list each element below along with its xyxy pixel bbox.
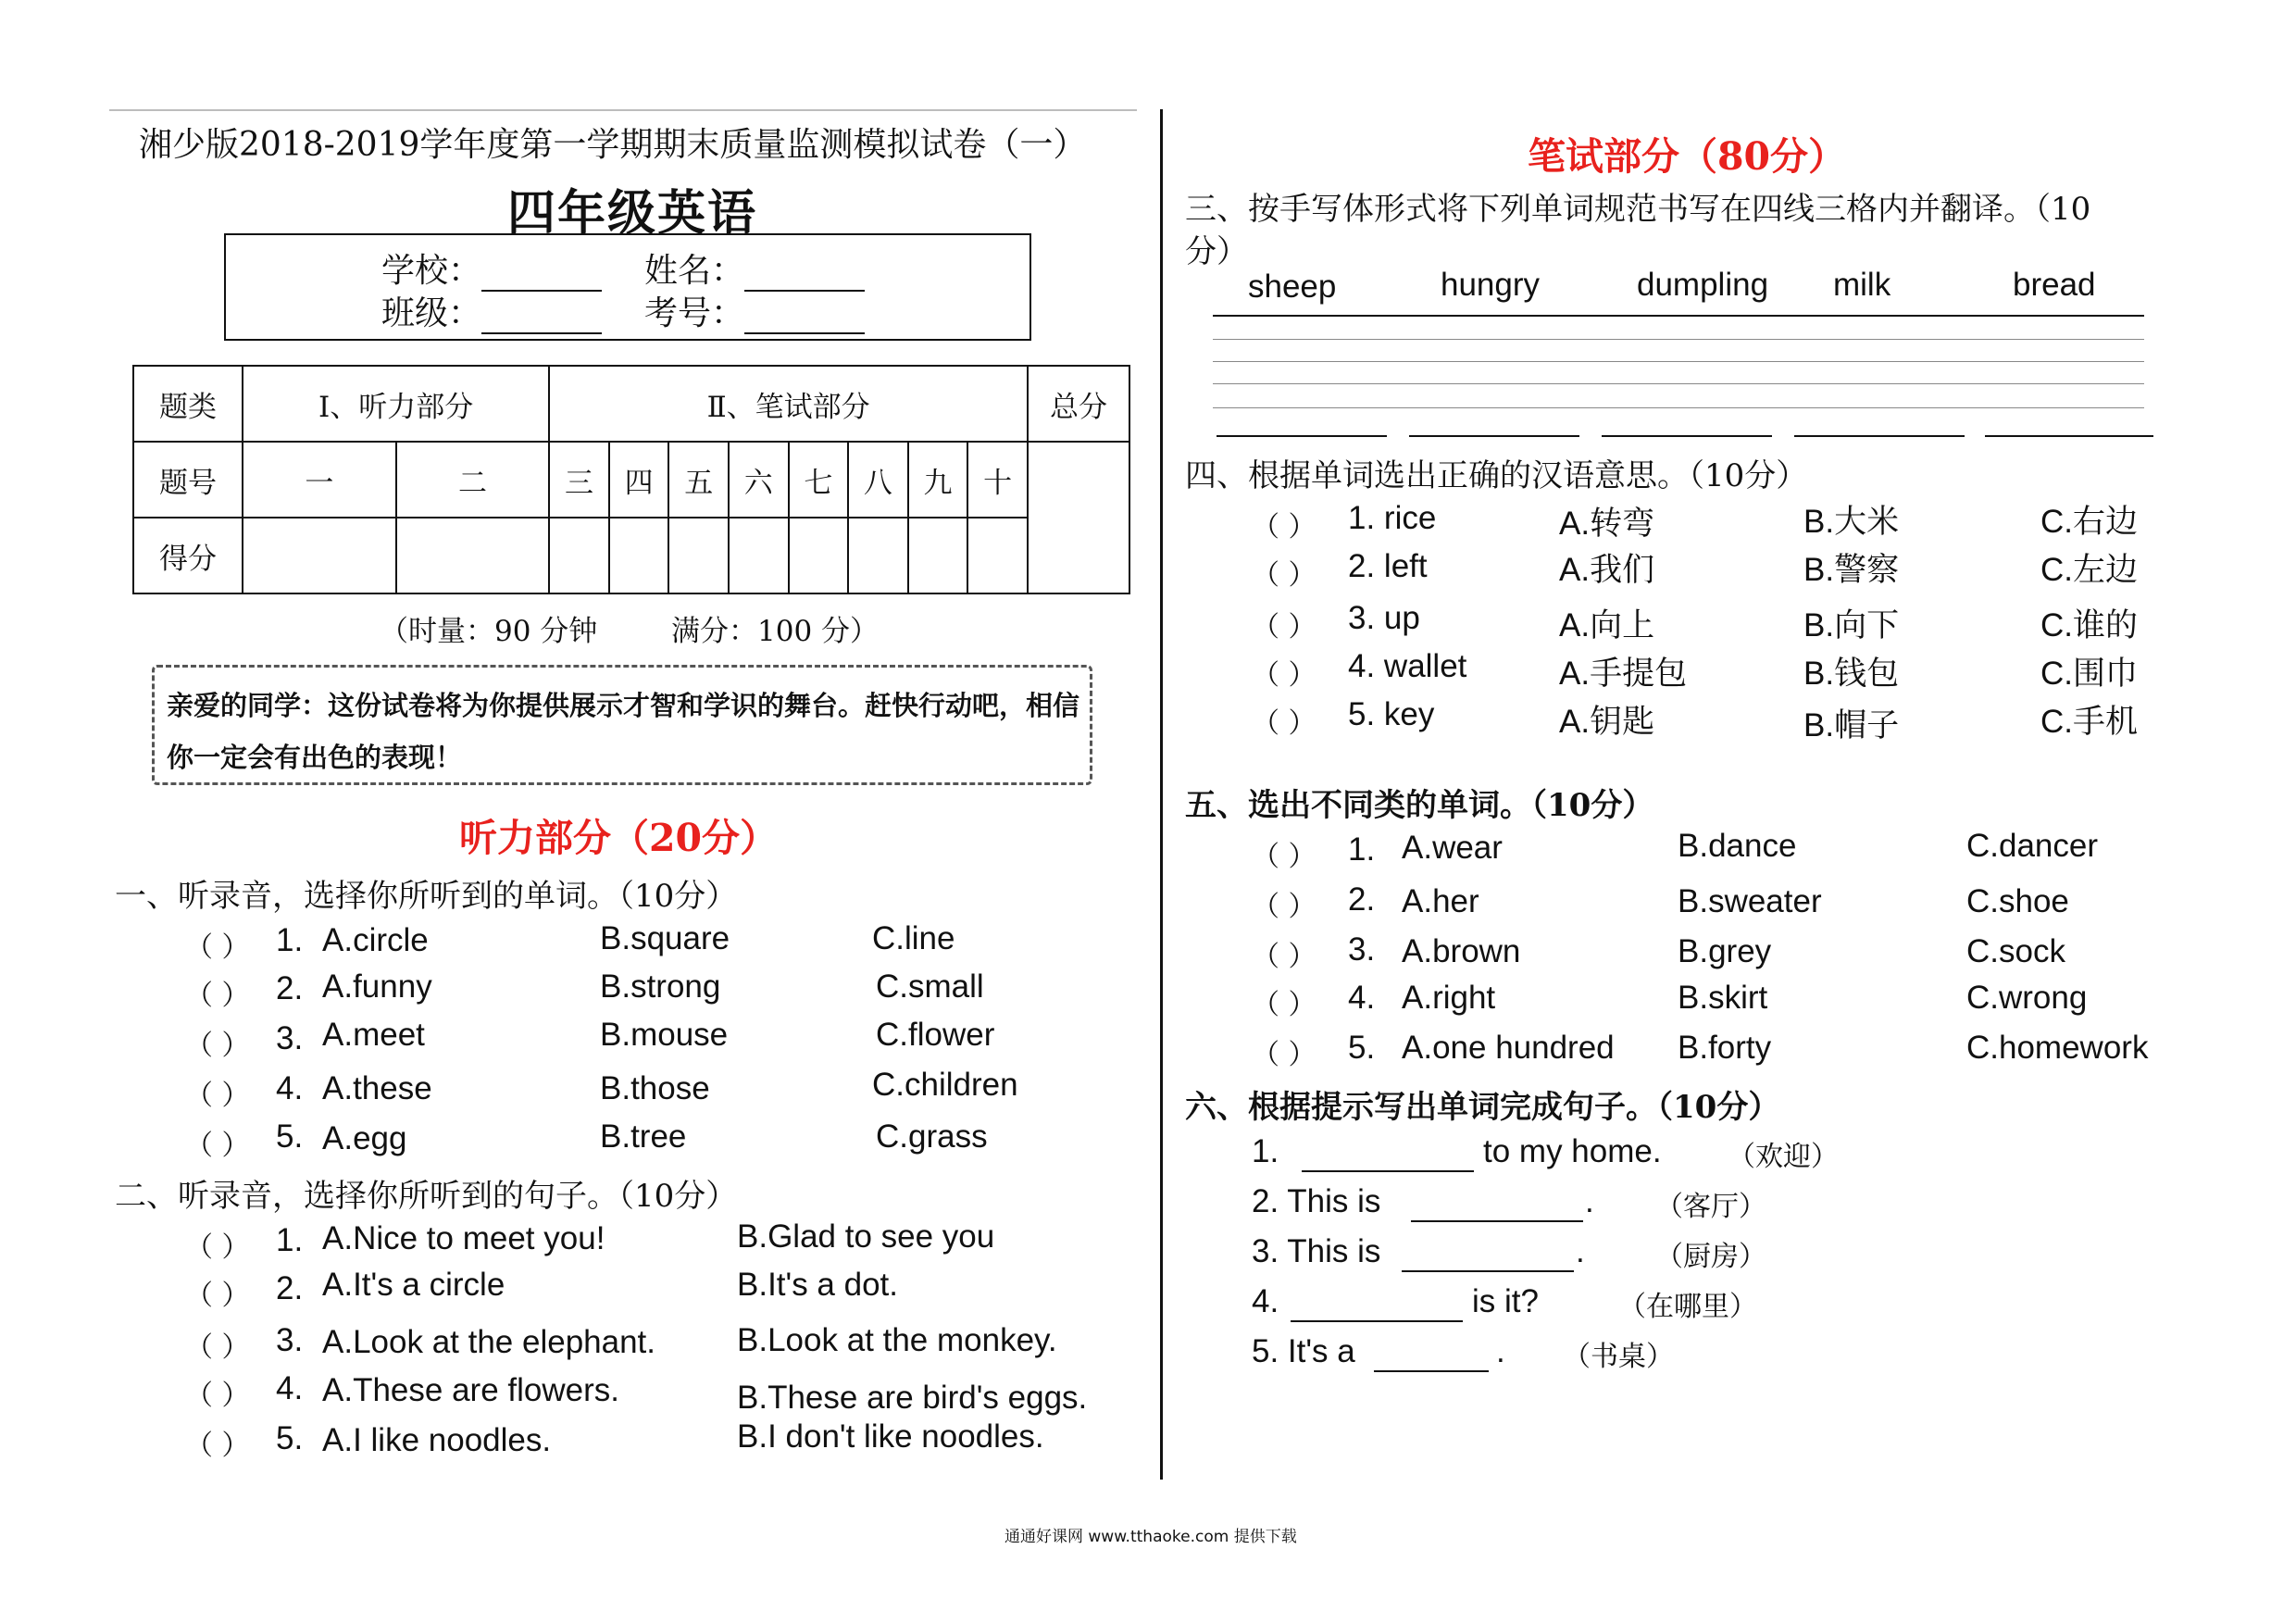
option-b: B.I don't like noodles. [737,1418,1044,1455]
answer-paren[interactable]: （ ） [185,1380,250,1412]
question-number: 4. [1348,980,1376,1016]
answer-paren[interactable]: （ ） [1252,941,1316,973]
score-cell[interactable] [729,518,789,593]
sentence-hint: （在哪里） [1618,1291,1757,1323]
option-c: C.sock [1966,933,2065,969]
option-a: A.手提包 [1559,656,1688,692]
score-table [132,365,1130,594]
option-c: C.grass [876,1118,988,1155]
part1-title: 一、听录音，选择你所听到的单词。（10分） [115,878,738,915]
option-a: A.It's a circle [322,1267,505,1303]
option-a: A.egg [322,1120,407,1156]
option-b: B.Look at the monkey. [737,1322,1057,1358]
option-c: C.children [872,1067,1018,1103]
word-dumpling: dumpling [1637,267,1769,303]
score-table-number: 四 [609,442,669,518]
sentence-prefix: 1. [1252,1133,1279,1169]
translation-blank[interactable] [1409,435,1579,437]
option-a: A.I like noodles. [322,1422,552,1458]
part4-title: 四、根据单词选出正确的汉语意思。（10分） [1185,457,1808,494]
question-number: 2. [276,970,304,1006]
option-b: B.dance [1678,828,1797,864]
option-a: A.circle [322,922,429,958]
sentence-prefix: 5. It's a [1252,1333,1355,1369]
full-score: 满分：100 分） [671,615,880,648]
answer-paren[interactable]: （ ） [1252,511,1316,543]
option-c: C.small [876,968,984,1005]
option-a: A.钥匙 [1559,704,1655,740]
option-a: A.These are flowers. [322,1372,619,1408]
handwriting-line [1213,383,2144,384]
question-number: 4. [276,1070,304,1106]
score-cell[interactable] [396,518,550,593]
question-number: 1. [276,922,304,958]
option-a: A.these [322,1070,432,1106]
question-number: 3. [276,1020,304,1056]
option-a: A.funny [322,968,432,1005]
option-b: B.钱包 [1803,656,1900,692]
part2-title: 二、听录音，选择你所听到的句子。（10分） [115,1178,738,1215]
option-b: B.strong [600,968,721,1005]
score-table-score-header: 得分 [133,518,243,593]
question-number: 5. [276,1118,304,1155]
answer-paren[interactable]: （ ） [1252,891,1316,923]
sentence-suffix: . [1585,1183,1594,1219]
sentence-hint: （书桌） [1563,1341,1674,1373]
part6-title: 六、根据提示写出单词完成句子。（10分） [1185,1089,1780,1126]
option-c: C.homework [1966,1030,2149,1066]
answer-paren[interactable]: （ ） [185,1130,250,1162]
score-table-number: 三 [549,442,609,518]
student-info-box [224,233,1031,341]
answer-paren[interactable]: （ ） [1252,841,1316,873]
option-b: B.skirt [1678,980,1768,1016]
sentence-prefix: 4. [1252,1283,1279,1319]
option-b: B.向下 [1803,607,1900,643]
option-a: A.right [1402,980,1496,1016]
score-table-category-header: 题类 [133,366,243,442]
answer-paren[interactable]: （ ） [1252,989,1316,1021]
question-number: 1. [1348,831,1376,868]
exam-subtitle: 湘少版2018-2019学年度第一学期期末质量监测模拟试卷（一） [139,126,1087,164]
option-c: C.右边 [2040,504,2139,540]
score-table-number: 九 [908,442,968,518]
option-a: A.one hundred [1402,1030,1615,1066]
score-table-number: 八 [848,442,908,518]
sentence-hint: （客厅） [1655,1191,1766,1223]
answer-paren[interactable]: （ ） [185,931,250,964]
word-sheep: sheep [1248,269,1337,305]
sentence-suffix: is it? [1472,1283,1539,1319]
answer-paren[interactable]: （ ） [185,1030,250,1062]
question-number: 2. [1348,881,1376,918]
option-c: C.wrong [1966,980,2088,1016]
option-c: C.flower [876,1017,995,1053]
class-field[interactable] [481,301,602,334]
question-number: 4. [276,1370,304,1406]
score-table-total-header: 总分 [1028,366,1129,442]
score-table-number: 七 [789,442,849,518]
answer-paren[interactable]: （ ） [185,1231,250,1264]
option-c: C.围巾 [2040,656,2139,692]
question-word: 2. left [1348,548,1428,584]
option-b: B.警察 [1803,552,1900,588]
score-table-number: 五 [668,442,729,518]
sentence-hint: （厨房） [1655,1241,1766,1273]
handwriting-line [1213,339,2144,340]
score-table-total-cell[interactable] [1028,442,1129,593]
option-a: A.向上 [1559,607,1655,643]
sentence-suffix: . [1496,1333,1505,1369]
part3-title-line2: 分） [1185,233,1248,270]
translation-blank[interactable] [1217,435,1387,437]
question-number: 3. [276,1322,304,1358]
exam-number-field[interactable] [744,301,865,334]
answer-paren[interactable]: （ ） [185,1430,250,1462]
option-b: B.Glad to see you [737,1218,995,1255]
option-b: B.square [600,920,730,956]
handwriting-line [1213,407,2144,408]
name-label: 姓名： [644,252,745,290]
score-cell[interactable] [848,518,908,593]
answer-paren[interactable]: （ ） [1252,1039,1316,1071]
time-limit: （时量：90 分钟 [380,615,598,648]
option-a: A.brown [1402,933,1521,969]
sentence-suffix: to my home. [1483,1133,1662,1169]
handwriting-line [1213,361,2144,362]
question-number: 2. [276,1270,304,1306]
option-b: B.those [600,1070,710,1106]
score-table-number: 六 [729,442,789,518]
answer-blank[interactable] [1291,1320,1463,1322]
answer-paren[interactable]: （ ） [185,1080,250,1112]
sentence-hint: （欢迎） [1728,1141,1839,1173]
option-b: B.sweater [1678,883,1822,919]
part5-title: 五、选出不同类的单词。（10分） [1185,787,1654,824]
question-word: 3. up [1348,600,1420,636]
option-a: A.我们 [1559,552,1655,588]
exam-title: 四年级英语 [507,185,758,242]
answer-paren[interactable]: （ ） [185,1280,250,1312]
score-cell[interactable] [908,518,968,593]
exam-number-label: 考号： [644,294,745,332]
question-number: 5. [276,1420,304,1456]
option-a: A.Look at the elephant. [322,1324,655,1360]
translation-blank[interactable] [1602,435,1772,437]
option-c: C.dancer [1966,828,2099,864]
option-b: B.It's a dot. [737,1267,898,1303]
part3-title-line1: 三、按手写体形式将下列单词规范书写在四线三格内并翻译。（10 [1185,191,2091,228]
school-label: 学校： [381,252,482,290]
answer-paren[interactable]: （ ） [1252,659,1316,692]
score-cell[interactable] [789,518,849,593]
word-milk: milk [1833,267,1891,303]
score-table-number-header: 题号 [133,442,243,518]
translation-blank[interactable] [1985,435,2153,437]
question-word: 4. wallet [1348,648,1467,684]
question-word: 5. key [1348,696,1435,732]
score-table-listening-header: Ⅰ、听力部分 [243,366,549,442]
option-b: B.大米 [1803,504,1900,540]
option-a: A.wear [1402,830,1503,866]
class-label: 班级： [381,294,482,332]
greeting-text: 亲爱的同学：这份试卷将为你提供展示才智和学识的舞台。赶快行动吧，相信你一定会有出色的表现！ [167,690,1080,773]
writing-heading: 笔试部分（80分） [1528,134,1847,179]
handwriting-line [1213,315,2144,317]
footer-credit: 通通好课网 www.tthaoke.com 提供下载 [1004,1528,1297,1546]
option-b: B.帽子 [1803,707,1900,743]
option-a: A.her [1402,883,1479,919]
score-cell[interactable] [243,518,396,593]
option-b: B.grey [1678,933,1772,969]
translation-blank[interactable] [1794,435,1965,437]
word-bread: bread [2013,267,2096,303]
column-divider [1160,109,1163,1480]
score-cell[interactable] [967,518,1028,593]
score-cell[interactable] [668,518,729,593]
option-a: A.Nice to meet you! [322,1220,605,1256]
option-a: A.meet [322,1017,425,1053]
answer-paren[interactable]: （ ） [1252,707,1316,740]
word-hungry: hungry [1441,267,1541,303]
option-c: C.shoe [1966,883,2069,919]
option-a: A.转弯 [1559,506,1655,542]
sentence-suffix: . [1576,1233,1585,1269]
score-table-number: 二 [396,442,550,518]
question-number: 3. [1348,931,1376,968]
score-table-number: 十 [967,442,1028,518]
top-rule [109,109,1137,111]
answer-blank[interactable] [1411,1220,1583,1222]
score-table-writing-header: Ⅱ、笔试部分 [549,366,1028,442]
score-cell[interactable] [549,518,609,593]
score-table-number: 一 [243,442,396,518]
listening-heading: 听力部分（20分） [459,816,779,860]
option-c: C.手机 [2040,704,2139,740]
answer-blank[interactable] [1302,1170,1474,1172]
option-b: B.mouse [600,1017,729,1053]
option-c: C.谁的 [2040,607,2139,643]
sentence-prefix: 2. This is [1252,1183,1381,1219]
answer-paren[interactable]: （ ） [185,980,250,1012]
answer-paren[interactable]: （ ） [1252,559,1316,592]
sentence-prefix: 3. This is [1252,1233,1381,1269]
option-b: B.forty [1678,1030,1772,1066]
answer-paren[interactable]: （ ） [185,1331,250,1364]
answer-blank[interactable] [1374,1370,1489,1372]
option-c: C.左边 [2040,552,2139,588]
option-b: B.These are bird's eggs. [737,1380,1088,1416]
question-number: 5. [1348,1030,1376,1066]
score-cell[interactable] [609,518,669,593]
answer-blank[interactable] [1402,1270,1574,1272]
question-word: 1. rice [1348,500,1437,536]
question-number: 1. [276,1222,304,1258]
option-c: C.line [872,920,955,956]
answer-paren[interactable]: （ ） [1252,611,1316,643]
option-b: B.tree [600,1118,687,1155]
